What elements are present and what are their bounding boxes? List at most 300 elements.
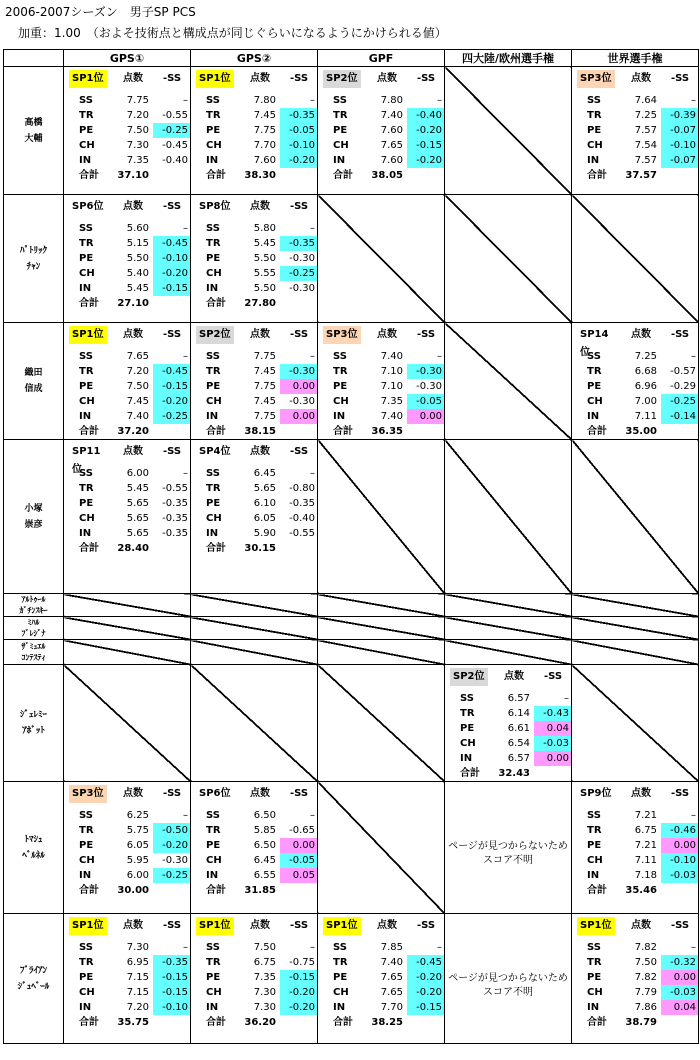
component-score: 5.50 [126, 253, 149, 264]
component-score: 7.70 [380, 1002, 403, 1013]
component-row [194, 364, 318, 379]
rank-badge: SP1位 [577, 917, 615, 935]
total-value: 38.30 [244, 170, 276, 181]
no-entry-cell [318, 195, 445, 323]
component-diff: -0.25 [153, 123, 191, 138]
component-name: IN [79, 411, 92, 422]
component-name: IN [587, 155, 600, 166]
score-header [321, 917, 445, 935]
total-row [448, 766, 572, 781]
component-name: SS [333, 95, 347, 106]
component-name: SS [79, 351, 93, 362]
component-score: 6.55 [253, 870, 276, 881]
score-header [194, 785, 318, 803]
event-cell [64, 440, 191, 594]
component-row [67, 153, 191, 168]
component-name: IN [460, 753, 473, 764]
total-row [321, 424, 445, 439]
component-score: 6.25 [126, 810, 149, 821]
event-cell [572, 67, 699, 195]
score-col-header: 点数 [504, 671, 524, 682]
component-row [194, 266, 318, 281]
component-score: 7.21 [634, 840, 657, 851]
component-score: 7.40 [380, 110, 403, 121]
component-row [67, 955, 191, 970]
component-score: 7.25 [634, 110, 657, 121]
rank-badge: SP2位 [450, 668, 488, 686]
score-col-header: 点数 [631, 73, 651, 84]
event-cell [572, 323, 699, 440]
skater-name [4, 782, 64, 914]
no-entry-cell [318, 665, 445, 782]
total-label: 合計 [587, 170, 607, 181]
no-entry-cell [445, 323, 572, 440]
component-diff: -0.30 [289, 396, 315, 407]
component-name: PE [333, 972, 348, 983]
no-entry-cell [318, 440, 445, 594]
component-diff: -0.55 [162, 483, 188, 494]
component-name: PE [206, 498, 221, 509]
component-score: 6.10 [253, 498, 276, 509]
component-name: PE [206, 125, 221, 136]
diff-col-header: -SS [416, 73, 436, 84]
event-cell [318, 914, 445, 1044]
score-header [575, 70, 699, 88]
component-name: TR [333, 366, 348, 377]
component-diff: -0.15 [153, 985, 191, 1000]
score-block [448, 668, 572, 781]
score-col-header: 点数 [377, 73, 397, 84]
component-diff: -0.25 [661, 394, 699, 409]
component-score: 7.15 [126, 972, 149, 983]
component-score: 6.00 [126, 468, 149, 479]
component-score: 7.65 [380, 972, 403, 983]
diff-col-header: -SS [289, 788, 309, 799]
score-header [67, 785, 191, 803]
component-diff: -0.15 [407, 1000, 445, 1015]
component-score: 7.82 [634, 942, 657, 953]
component-row [194, 868, 318, 883]
component-score: 7.57 [634, 125, 657, 136]
component-row [194, 853, 318, 868]
rank-cell [67, 326, 113, 344]
component-name: PE [206, 253, 221, 264]
no-entry-cell [64, 640, 191, 665]
component-score: 7.79 [634, 987, 657, 998]
component-score: 5.65 [126, 498, 149, 509]
skater-row [4, 323, 699, 440]
component-row [194, 838, 318, 853]
rank-cell [448, 668, 494, 686]
skater-name-line: ﾐﾊﾙ [27, 618, 40, 627]
rank-cell [321, 326, 367, 344]
component-diff: -0.03 [661, 868, 699, 883]
component-row [575, 970, 699, 985]
skater-name-line: 大輔 [24, 133, 43, 144]
component-name: IN [206, 870, 219, 881]
component-name: PE [79, 972, 94, 983]
no-entry-cell [64, 665, 191, 782]
total-value: 31.85 [244, 885, 276, 896]
component-score: 6.75 [634, 825, 657, 836]
total-value: 36.35 [371, 426, 403, 437]
skater-name-line: 信成 [24, 384, 43, 394]
score-block [194, 917, 318, 1030]
score-header [67, 70, 191, 88]
component-diff: -0.35 [289, 498, 315, 509]
event-cell [191, 195, 318, 323]
component-row [194, 281, 318, 296]
total-row [67, 1015, 191, 1030]
score-col-header: 点数 [631, 788, 651, 799]
skater-name-line: ｼﾞｪﾚﾐｰ [19, 710, 47, 720]
component-name: PE [79, 498, 94, 509]
skater-row [4, 594, 699, 617]
diff-col-header: -SS [670, 920, 690, 931]
component-row [321, 970, 445, 985]
component-name: SS [206, 223, 220, 234]
no-entry-cell [318, 594, 445, 617]
rank-badge: SP8位 [199, 201, 231, 212]
total-value: 36.20 [244, 1017, 276, 1028]
component-score: 5.75 [126, 825, 149, 836]
component-score: 7.50 [634, 957, 657, 968]
component-row [321, 1000, 445, 1015]
component-row [67, 93, 191, 108]
total-row [321, 1015, 445, 1030]
skater-row [4, 67, 699, 195]
event-cell [572, 782, 699, 914]
component-row [575, 985, 699, 1000]
total-label: 合計 [206, 885, 226, 896]
component-name: PE [206, 840, 221, 851]
component-row [575, 940, 699, 955]
component-name: PE [587, 840, 602, 851]
component-name: IN [333, 411, 346, 422]
component-score: 7.40 [380, 411, 403, 422]
total-value: 38.05 [371, 170, 403, 181]
component-name: TR [206, 825, 221, 836]
rank-cell [575, 785, 621, 803]
missing-line: ページが見つからないため [448, 973, 568, 984]
component-row [575, 108, 699, 123]
total-label: 合計 [333, 426, 353, 437]
rank-cell [194, 326, 240, 344]
component-name: TR [206, 957, 221, 968]
component-row [448, 751, 572, 766]
header-row [4, 50, 699, 67]
component-name: PE [333, 125, 348, 136]
no-entry-cell [64, 617, 191, 640]
component-score: 7.35 [126, 155, 149, 166]
component-score: 7.75 [253, 351, 276, 362]
component-diff: 0.00 [661, 838, 699, 853]
total-row [194, 883, 318, 898]
component-score: 6.05 [126, 840, 149, 851]
component-row [67, 808, 191, 823]
component-name: PE [79, 381, 94, 392]
no-entry-cell [445, 594, 572, 617]
component-row [194, 511, 318, 526]
component-diff: -0.10 [153, 1000, 191, 1015]
score-col-header: 点数 [123, 446, 143, 457]
event-cell [64, 195, 191, 323]
score-col-header: 点数 [123, 329, 143, 340]
component-diff: -0.03 [534, 736, 572, 751]
component-name: PE [333, 381, 348, 392]
component-name: CH [587, 396, 603, 407]
component-row [194, 526, 318, 541]
component-score: 6.05 [253, 513, 276, 524]
component-row [575, 123, 699, 138]
component-diff: – [183, 942, 188, 953]
component-diff: -0.30 [407, 364, 445, 379]
event-cell [64, 914, 191, 1044]
total-label: 合計 [79, 426, 99, 437]
component-name: CH [206, 513, 222, 524]
component-row [194, 970, 318, 985]
component-diff: – [437, 351, 442, 362]
component-name: PE [587, 125, 602, 136]
component-diff: 0.00 [534, 751, 572, 766]
component-diff: – [183, 810, 188, 821]
score-header [321, 70, 445, 88]
component-score: 5.85 [253, 825, 276, 836]
missing-score-cell [445, 782, 572, 914]
component-score: 6.68 [634, 366, 657, 377]
component-diff: -0.14 [661, 409, 699, 424]
component-name: CH [587, 855, 603, 866]
component-diff: – [310, 942, 315, 953]
component-score: 5.45 [253, 238, 276, 249]
total-value: 35.46 [625, 885, 657, 896]
score-block [194, 326, 318, 439]
component-name: IN [333, 1002, 346, 1013]
component-diff: – [564, 693, 569, 704]
rank-cell [194, 198, 240, 216]
component-name: CH [206, 140, 222, 151]
event-cell [64, 67, 191, 195]
component-name: TR [79, 957, 94, 968]
component-diff: – [183, 351, 188, 362]
component-diff: -0.39 [661, 108, 699, 123]
component-diff: -0.32 [661, 955, 699, 970]
component-row [67, 466, 191, 481]
component-name: IN [587, 1002, 600, 1013]
component-row [448, 721, 572, 736]
component-name: TR [333, 957, 348, 968]
component-name: CH [79, 396, 95, 407]
component-score: 5.45 [126, 283, 149, 294]
diff-col-header: -SS [289, 920, 309, 931]
component-diff: -0.10 [661, 138, 699, 153]
no-entry-cell [572, 195, 699, 323]
score-col-header: 点数 [123, 788, 143, 799]
component-row [575, 138, 699, 153]
component-diff: -0.20 [153, 394, 191, 409]
component-score: 7.70 [253, 140, 276, 151]
total-label: 合計 [79, 298, 99, 309]
component-diff: 0.00 [407, 409, 445, 424]
score-header [67, 326, 191, 344]
event-cell [191, 440, 318, 594]
component-diff: -0.35 [153, 955, 191, 970]
component-score: 5.55 [253, 268, 276, 279]
skater-name [4, 323, 64, 440]
pcs-table [3, 49, 699, 1044]
diff-col-header: -SS [162, 788, 182, 799]
component-name: CH [333, 396, 349, 407]
no-entry-cell [572, 594, 699, 617]
component-row [448, 736, 572, 751]
skater-name [4, 195, 64, 323]
component-name: SS [587, 95, 601, 106]
component-name: TR [206, 366, 221, 377]
component-name: PE [79, 125, 94, 136]
component-row [194, 108, 318, 123]
component-diff: -0.03 [661, 985, 699, 1000]
component-name: CH [206, 987, 222, 998]
no-entry-cell [318, 617, 445, 640]
component-row [194, 379, 318, 394]
total-row [67, 296, 191, 311]
component-name: CH [79, 855, 95, 866]
missing-score-cell [445, 914, 572, 1044]
component-score: 7.80 [380, 95, 403, 106]
score-col-header: 点数 [631, 920, 651, 931]
component-score: 7.45 [253, 396, 276, 407]
component-score: 5.45 [126, 483, 149, 494]
component-score: 7.60 [253, 155, 276, 166]
component-score: 7.50 [126, 381, 149, 392]
skater-name [4, 665, 64, 782]
missing-line: スコア不明 [483, 855, 533, 866]
total-label: 合計 [79, 885, 99, 896]
rank-cell [321, 917, 367, 935]
total-label: 合計 [206, 543, 226, 554]
total-value: 30.15 [244, 543, 276, 554]
missing-note [445, 840, 571, 868]
component-score: 7.11 [634, 411, 657, 422]
rank-cell [194, 785, 240, 803]
component-name: IN [206, 155, 219, 166]
component-diff: -0.29 [670, 381, 696, 392]
component-row [67, 823, 191, 838]
component-diff: -0.07 [661, 123, 699, 138]
rank-cell [194, 917, 240, 935]
diff-col-header: -SS [416, 920, 436, 931]
component-row [67, 251, 191, 266]
component-diff: -0.45 [153, 364, 191, 379]
component-name: SS [79, 95, 93, 106]
component-row [575, 153, 699, 168]
component-diff: – [691, 351, 696, 362]
component-score: 7.21 [634, 810, 657, 821]
component-name: SS [587, 351, 601, 362]
rank-cell [67, 198, 113, 216]
component-name: CH [79, 987, 95, 998]
component-diff: -0.46 [661, 823, 699, 838]
component-row [575, 364, 699, 379]
skater-row [4, 914, 699, 1044]
component-diff: -0.30 [162, 855, 188, 866]
rank-badge: SP6位 [72, 201, 104, 212]
component-score: 7.35 [253, 972, 276, 983]
component-diff: -0.25 [153, 409, 191, 424]
event-cell [318, 323, 445, 440]
total-label: 合計 [333, 170, 353, 181]
component-row [67, 526, 191, 541]
component-name: CH [206, 396, 222, 407]
component-score: 5.95 [126, 855, 149, 866]
component-diff: -0.55 [162, 110, 188, 121]
total-value: 37.10 [117, 170, 149, 181]
rank-cell [194, 443, 240, 461]
score-block [67, 917, 191, 1030]
component-name: SS [333, 351, 347, 362]
score-block [194, 785, 318, 898]
component-name: TR [79, 825, 94, 836]
column-header: GPF [318, 50, 445, 67]
component-score: 5.40 [126, 268, 149, 279]
skater-name-line: 高橋 [24, 117, 43, 128]
component-diff: – [437, 942, 442, 953]
rank-badge: SP1位 [196, 917, 234, 935]
component-row [67, 379, 191, 394]
skater-name [4, 440, 64, 594]
component-row [67, 511, 191, 526]
component-diff: 0.04 [534, 721, 572, 736]
score-col-header: 点数 [377, 329, 397, 340]
component-name: SS [206, 95, 220, 106]
component-diff: -0.10 [280, 138, 318, 153]
component-row [194, 221, 318, 236]
total-value: 27.10 [117, 298, 149, 309]
component-diff: 0.00 [661, 970, 699, 985]
component-row [67, 838, 191, 853]
diff-col-header: -SS [162, 73, 182, 84]
component-score: 7.65 [380, 140, 403, 151]
event-cell [191, 782, 318, 914]
component-row [194, 1000, 318, 1015]
component-diff: – [310, 223, 315, 234]
skater-name-line: ｶﾞﾁﾝｽｷｰ [19, 606, 48, 615]
component-name: IN [79, 870, 92, 881]
no-entry-cell [318, 782, 445, 914]
diff-col-header: -SS [670, 329, 690, 340]
score-header [67, 198, 191, 216]
component-diff: -0.05 [280, 123, 318, 138]
component-row [194, 985, 318, 1000]
component-score: 7.75 [126, 95, 149, 106]
component-row [194, 496, 318, 511]
total-value: 35.75 [117, 1017, 149, 1028]
component-score: 6.45 [253, 468, 276, 479]
component-name: CH [333, 987, 349, 998]
component-row [575, 349, 699, 364]
component-row [194, 481, 318, 496]
component-name: PE [79, 253, 94, 264]
component-row [194, 808, 318, 823]
column-header: 世界選手権 [572, 50, 699, 67]
component-name: IN [206, 411, 219, 422]
event-cell [64, 782, 191, 914]
component-name: SS [587, 810, 601, 821]
component-diff: -0.20 [280, 153, 318, 168]
diff-col-header: -SS [543, 671, 563, 682]
component-diff: -0.15 [407, 138, 445, 153]
component-diff: -0.15 [153, 970, 191, 985]
